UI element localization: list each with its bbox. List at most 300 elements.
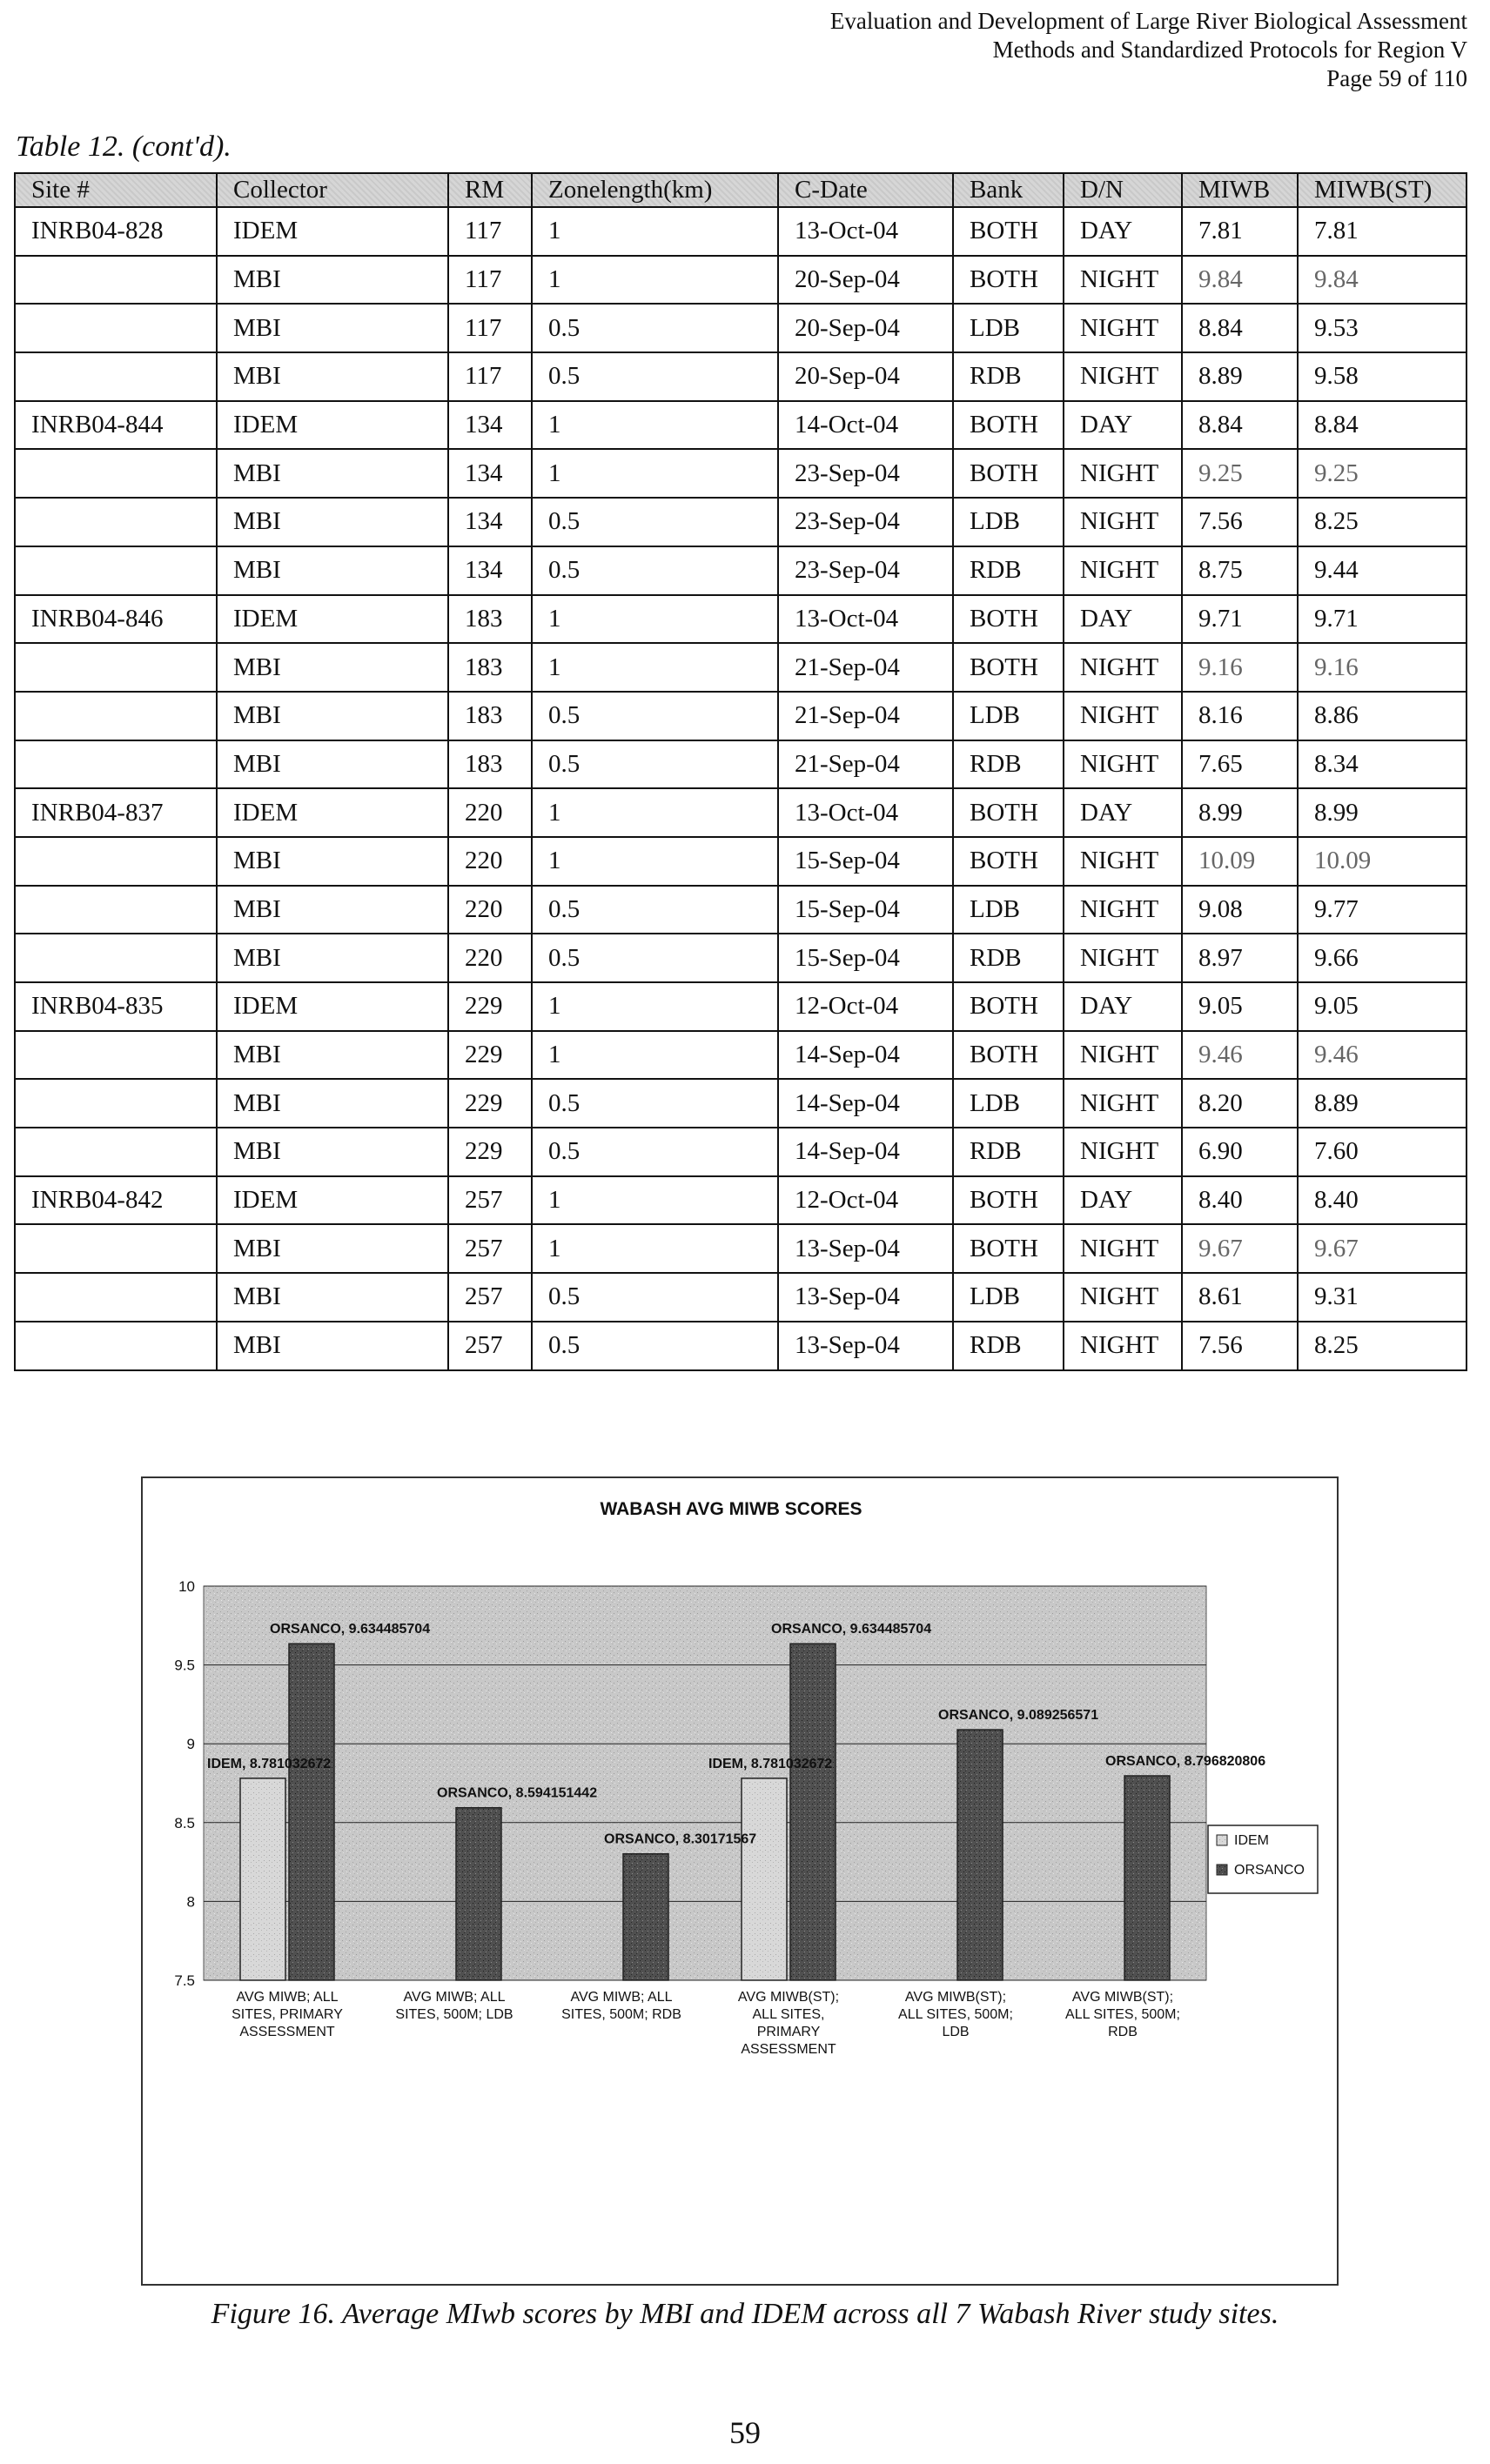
chart-figure	[141, 1476, 1339, 2286]
x-tick-label	[561, 1990, 681, 2022]
cell-bank: BOTH	[953, 982, 1064, 1031]
table-row	[15, 837, 1467, 886]
cell-miwb: 8.20	[1182, 1079, 1298, 1128]
cell-miwb-st: 9.31	[1298, 1273, 1467, 1322]
cell-collector: MBI	[217, 837, 448, 886]
legend-label-idem: IDEM	[1234, 1833, 1269, 1848]
cell-rm: 220	[448, 837, 532, 886]
cell-bank: RDB	[953, 546, 1064, 595]
cell-site	[15, 1128, 217, 1176]
plot-area	[204, 1586, 1206, 1980]
cell-dn: NIGHT	[1064, 1128, 1182, 1176]
cell-miwb-st: 9.77	[1298, 886, 1467, 934]
cell-zonelength: 0.5	[532, 886, 778, 934]
cell-date: 14-Sep-04	[778, 1079, 953, 1128]
cell-miwb: 8.89	[1182, 352, 1298, 401]
data-label: ORSANCO, 8.594151442	[437, 1785, 598, 1801]
cell-bank: BOTH	[953, 207, 1064, 256]
table-row	[15, 304, 1467, 352]
cell-date: 21-Sep-04	[778, 643, 953, 692]
cell-rm: 229	[448, 982, 532, 1031]
cell-zonelength: 0.5	[532, 692, 778, 740]
cell-zonelength: 1	[532, 449, 778, 498]
cell-bank: BOTH	[953, 643, 1064, 692]
cell-miwb: 10.09	[1182, 837, 1298, 886]
cell-zonelength: 1	[532, 595, 778, 644]
table-row	[15, 352, 1467, 401]
cell-zonelength: 0.5	[532, 934, 778, 982]
cell-miwb: 7.81	[1182, 207, 1298, 256]
x-tick-label-line: AVG MIWB(ST);	[737, 1990, 840, 2005]
x-tick-label	[738, 1990, 839, 2057]
x-tick-label-line: ALL SITES, 500M;	[1065, 2007, 1180, 2022]
cell-collector: MBI	[217, 449, 448, 498]
cell-miwb: 9.71	[1182, 595, 1298, 644]
cell-miwb: 9.25	[1182, 449, 1298, 498]
cell-site	[15, 692, 217, 740]
cell-zonelength: 0.5	[532, 1128, 778, 1176]
cell-date: 20-Sep-04	[778, 304, 953, 352]
cell-miwb: 7.56	[1182, 498, 1298, 546]
cell-bank: LDB	[953, 1273, 1064, 1322]
table-row	[15, 740, 1467, 789]
y-tick-label: 9	[186, 1736, 195, 1753]
cell-collector: IDEM	[217, 207, 448, 256]
cell-collector: IDEM	[217, 401, 448, 450]
cell-date: 13-Sep-04	[778, 1322, 953, 1370]
data-label: IDEM, 8.781032672	[207, 1756, 332, 1771]
cell-zonelength: 1	[532, 788, 778, 837]
table-header-row	[15, 173, 1467, 207]
cell-rm: 257	[448, 1176, 532, 1225]
cell-date: 23-Sep-04	[778, 498, 953, 546]
cell-zonelength: 0.5	[532, 498, 778, 546]
table-row	[15, 401, 1467, 450]
cell-site	[15, 1273, 217, 1322]
data-label: ORSANCO, 9.634485704	[771, 1622, 932, 1637]
cell-site	[15, 546, 217, 595]
cell-dn: NIGHT	[1064, 1273, 1182, 1322]
chart-title: WABASH AVG MIWB SCORES	[600, 1499, 862, 1519]
cell-date: 20-Sep-04	[778, 256, 953, 305]
x-tick-label-line: PRIMARY	[756, 2025, 821, 2039]
column-header-dn: D/N	[1064, 173, 1182, 207]
cell-collector: IDEM	[217, 982, 448, 1031]
cell-miwb-st: 10.09	[1298, 837, 1467, 886]
cell-miwb-st: 8.34	[1298, 740, 1467, 789]
cell-miwb: 8.61	[1182, 1273, 1298, 1322]
column-header-miwb: MIWB	[1182, 173, 1298, 207]
cell-site	[15, 1079, 217, 1128]
cell-site: INRB04-842	[15, 1176, 217, 1225]
cell-site: INRB04-828	[15, 207, 217, 256]
cell-site	[15, 1224, 217, 1273]
cell-dn: NIGHT	[1064, 256, 1182, 305]
cell-zonelength: 0.5	[532, 352, 778, 401]
cell-site	[15, 740, 217, 789]
y-tick-label: 8.5	[174, 1814, 195, 1831]
cell-bank: BOTH	[953, 788, 1064, 837]
cell-miwb-st: 9.71	[1298, 595, 1467, 644]
cell-rm: 220	[448, 934, 532, 982]
table-row	[15, 1322, 1467, 1370]
cell-bank: RDB	[953, 1128, 1064, 1176]
cell-date: 21-Sep-04	[778, 740, 953, 789]
cell-rm: 117	[448, 256, 532, 305]
x-tick-label-line: SITES, 500M; LDB	[395, 2007, 513, 2022]
cell-date: 13-Sep-04	[778, 1273, 953, 1322]
cell-zonelength: 1	[532, 256, 778, 305]
cell-date: 15-Sep-04	[778, 837, 953, 886]
bar-orsanco	[456, 1808, 501, 1980]
cell-miwb: 9.46	[1182, 1031, 1298, 1080]
cell-dn: NIGHT	[1064, 740, 1182, 789]
cell-date: 14-Sep-04	[778, 1128, 953, 1176]
cell-site: INRB04-835	[15, 982, 217, 1031]
cell-dn: NIGHT	[1064, 352, 1182, 401]
cell-collector: MBI	[217, 1273, 448, 1322]
x-tick-label-line: AVG MIWB; ALL	[403, 1990, 506, 2005]
bar-orsanco	[957, 1730, 1003, 1980]
x-tick-label-line: SITES, 500M; RDB	[561, 2007, 681, 2022]
cell-miwb-st: 9.16	[1298, 643, 1467, 692]
cell-date: 14-Oct-04	[778, 401, 953, 450]
cell-zonelength: 0.5	[532, 1273, 778, 1322]
figure-caption: Figure 16. Average MIwb scores by MBI and IDEM across all 7 Wabash River study sites.	[211, 2298, 1279, 2330]
cell-rm: 134	[448, 401, 532, 450]
cell-miwb: 8.84	[1182, 304, 1298, 352]
bar-idem	[240, 1778, 285, 1980]
table-row	[15, 886, 1467, 934]
cell-rm: 134	[448, 449, 532, 498]
bar-orsanco	[623, 1854, 668, 1980]
cell-date: 13-Oct-04	[778, 595, 953, 644]
table-row	[15, 1079, 1467, 1128]
y-tick-label: 10	[178, 1578, 195, 1595]
cell-collector: MBI	[217, 1031, 448, 1080]
cell-miwb-st: 8.40	[1298, 1176, 1467, 1225]
cell-dn: NIGHT	[1064, 498, 1182, 546]
cell-date: 23-Sep-04	[778, 546, 953, 595]
column-header-rm: RM	[448, 173, 532, 207]
cell-collector: MBI	[217, 304, 448, 352]
cell-bank: BOTH	[953, 837, 1064, 886]
cell-zonelength: 0.5	[532, 1079, 778, 1128]
cell-rm: 229	[448, 1079, 532, 1128]
cell-rm: 257	[448, 1322, 532, 1370]
cell-miwb-st: 8.25	[1298, 1322, 1467, 1370]
cell-site	[15, 256, 217, 305]
cell-date: 15-Sep-04	[778, 934, 953, 982]
cell-dn: NIGHT	[1064, 1031, 1182, 1080]
cell-rm: 183	[448, 643, 532, 692]
column-header-zonelength: Zonelength(km)	[532, 173, 778, 207]
cell-miwb-st: 9.58	[1298, 352, 1467, 401]
cell-miwb: 7.65	[1182, 740, 1298, 789]
table-row	[15, 788, 1467, 837]
cell-miwb: 9.84	[1182, 256, 1298, 305]
cell-miwb-st: 9.46	[1298, 1031, 1467, 1080]
cell-date: 12-Oct-04	[778, 1176, 953, 1225]
cell-zonelength: 1	[532, 837, 778, 886]
cell-dn: NIGHT	[1064, 886, 1182, 934]
cell-bank: RDB	[953, 740, 1064, 789]
cell-site	[15, 1031, 217, 1080]
cell-bank: LDB	[953, 498, 1064, 546]
x-tick-label-line: RDB	[1108, 2025, 1138, 2039]
cell-dn: NIGHT	[1064, 1322, 1182, 1370]
cell-dn: NIGHT	[1064, 837, 1182, 886]
header-line-2: Methods and Standardized Protocols for Region V	[992, 37, 1467, 63]
table-row	[15, 595, 1467, 644]
cell-rm: 134	[448, 546, 532, 595]
cell-site: INRB04-837	[15, 788, 217, 837]
cell-dn: DAY	[1064, 788, 1182, 837]
column-header-site: Site #	[15, 173, 217, 207]
cell-dn: NIGHT	[1064, 304, 1182, 352]
table-row	[15, 449, 1467, 498]
cell-site: INRB04-846	[15, 595, 217, 644]
bar-orsanco	[790, 1644, 836, 1980]
cell-bank: LDB	[953, 304, 1064, 352]
y-tick-label: 8	[186, 1893, 195, 1911]
cell-zonelength: 1	[532, 401, 778, 450]
cell-site	[15, 352, 217, 401]
cell-miwb: 8.75	[1182, 546, 1298, 595]
cell-rm: 183	[448, 692, 532, 740]
cell-zonelength: 1	[532, 1176, 778, 1225]
data-label: ORSANCO, 8.796820806	[1105, 1754, 1266, 1770]
cell-date: 23-Sep-04	[778, 449, 953, 498]
cell-bank: BOTH	[953, 595, 1064, 644]
cell-miwb-st: 9.84	[1298, 256, 1467, 305]
cell-rm: 229	[448, 1128, 532, 1176]
cell-collector: MBI	[217, 546, 448, 595]
cell-miwb: 9.67	[1182, 1224, 1298, 1273]
cell-rm: 183	[448, 595, 532, 644]
x-tick-label	[898, 1990, 1013, 2039]
cell-miwb: 8.40	[1182, 1176, 1298, 1225]
header-line-3: Page 59 of 110	[1326, 65, 1467, 91]
cell-dn: NIGHT	[1064, 449, 1182, 498]
cell-dn: DAY	[1064, 595, 1182, 644]
table-row	[15, 256, 1467, 305]
cell-miwb-st: 7.81	[1298, 207, 1467, 256]
cell-rm: 134	[448, 498, 532, 546]
cell-site	[15, 886, 217, 934]
x-axis-ticks	[232, 1990, 1180, 2057]
cell-dn: DAY	[1064, 982, 1182, 1031]
cell-rm: 257	[448, 1224, 532, 1273]
cell-date: 12-Oct-04	[778, 982, 953, 1031]
cell-dn: DAY	[1064, 401, 1182, 450]
cell-rm: 183	[448, 740, 532, 789]
cell-site	[15, 498, 217, 546]
running-header	[830, 7, 1467, 93]
cell-miwb: 8.84	[1182, 401, 1298, 450]
cell-collector: MBI	[217, 643, 448, 692]
cell-zonelength: 1	[532, 643, 778, 692]
table-row	[15, 207, 1467, 256]
cell-rm: 257	[448, 1273, 532, 1322]
cell-miwb: 8.99	[1182, 788, 1298, 837]
cell-date: 21-Sep-04	[778, 692, 953, 740]
cell-site: INRB04-844	[15, 401, 217, 450]
cell-miwb-st: 8.99	[1298, 788, 1467, 837]
y-tick-label: 7.5	[174, 1972, 195, 1989]
cell-site	[15, 934, 217, 982]
data-table	[14, 172, 1467, 1371]
x-tick-label-line: LDB	[942, 2025, 970, 2039]
x-tick-label-line: ALL SITES, 500M;	[898, 2007, 1013, 2022]
x-tick-label-line: ASSESSMENT	[741, 2042, 836, 2057]
cell-bank: LDB	[953, 886, 1064, 934]
page-number: 59	[729, 2415, 761, 2450]
cell-miwb-st: 9.53	[1298, 304, 1467, 352]
cell-collector: MBI	[217, 1322, 448, 1370]
cell-zonelength: 0.5	[532, 304, 778, 352]
header-line-1: Evaluation and Development of Large River Biological Assessment	[829, 8, 1467, 34]
cell-miwb-st: 9.05	[1298, 982, 1467, 1031]
x-tick-label-line: AVG MIWB(ST);	[1071, 1990, 1174, 2005]
cell-dn: NIGHT	[1064, 643, 1182, 692]
cell-miwb-st: 8.84	[1298, 401, 1467, 450]
cell-collector: MBI	[217, 1224, 448, 1273]
cell-collector: MBI	[217, 886, 448, 934]
cell-rm: 229	[448, 1031, 532, 1080]
cell-miwb-st: 8.89	[1298, 1079, 1467, 1128]
cell-bank: RDB	[953, 1322, 1064, 1370]
x-tick-label-line: ALL SITES,	[752, 2007, 825, 2022]
x-tick-label	[232, 1990, 343, 2039]
cell-date: 20-Sep-04	[778, 352, 953, 401]
cell-bank: BOTH	[953, 449, 1064, 498]
cell-bank: LDB	[953, 692, 1064, 740]
cell-site	[15, 1322, 217, 1370]
cell-collector: MBI	[217, 934, 448, 982]
cell-site	[15, 643, 217, 692]
bar-orsanco	[289, 1644, 334, 1980]
cell-collector: MBI	[217, 352, 448, 401]
table-row	[15, 1224, 1467, 1273]
bar-chart	[143, 1478, 1337, 2284]
bar-idem	[742, 1778, 787, 1980]
cell-date: 13-Sep-04	[778, 1224, 953, 1273]
cell-site	[15, 304, 217, 352]
legend-swatch-orsanco	[1217, 1865, 1227, 1875]
cell-bank: BOTH	[953, 1224, 1064, 1273]
cell-miwb: 9.16	[1182, 643, 1298, 692]
cell-collector: IDEM	[217, 788, 448, 837]
cell-site	[15, 449, 217, 498]
cell-bank: RDB	[953, 352, 1064, 401]
cell-bank: BOTH	[953, 1031, 1064, 1080]
cell-miwb-st: 8.25	[1298, 498, 1467, 546]
bar-orsanco	[1124, 1776, 1170, 1980]
cell-rm: 220	[448, 788, 532, 837]
cell-zonelength: 0.5	[532, 1322, 778, 1370]
cell-collector: MBI	[217, 256, 448, 305]
table-row	[15, 498, 1467, 546]
x-tick-label-line: SITES, PRIMARY	[232, 2007, 343, 2022]
cell-date: 14-Sep-04	[778, 1031, 953, 1080]
table-row	[15, 692, 1467, 740]
cell-bank: RDB	[953, 934, 1064, 982]
cell-dn: NIGHT	[1064, 1079, 1182, 1128]
cell-zonelength: 1	[532, 207, 778, 256]
cell-bank: BOTH	[953, 256, 1064, 305]
x-tick-label-line: AVG MIWB(ST);	[904, 1990, 1007, 2005]
table-row	[15, 1128, 1467, 1176]
data-label: ORSANCO, 9.089256571	[938, 1708, 1099, 1724]
cell-miwb-st: 9.44	[1298, 546, 1467, 595]
cell-site	[15, 837, 217, 886]
cell-zonelength: 0.5	[532, 546, 778, 595]
y-axis-ticks	[174, 1578, 195, 1989]
cell-miwb: 6.90	[1182, 1128, 1298, 1176]
table-row	[15, 1273, 1467, 1322]
table-row	[15, 982, 1467, 1031]
cell-rm: 220	[448, 886, 532, 934]
x-tick-label	[395, 1990, 513, 2022]
cell-zonelength: 0.5	[532, 740, 778, 789]
cell-collector: MBI	[217, 1128, 448, 1176]
cell-miwb-st: 9.66	[1298, 934, 1467, 982]
column-header-date: C-Date	[778, 173, 953, 207]
x-tick-label-line: AVG MIWB; ALL	[570, 1990, 673, 2005]
table-row	[15, 1176, 1467, 1225]
cell-zonelength: 1	[532, 1224, 778, 1273]
cell-date: 13-Oct-04	[778, 207, 953, 256]
cell-bank: BOTH	[953, 1176, 1064, 1225]
x-tick-label	[1065, 1990, 1180, 2039]
cell-miwb-st: 8.86	[1298, 692, 1467, 740]
column-header-collector: Collector	[217, 173, 448, 207]
table-row	[15, 1031, 1467, 1080]
cell-dn: NIGHT	[1064, 934, 1182, 982]
data-label: IDEM, 8.781032672	[708, 1756, 833, 1771]
table-row	[15, 934, 1467, 982]
cell-bank: LDB	[953, 1079, 1064, 1128]
cell-dn: NIGHT	[1064, 546, 1182, 595]
cell-miwb: 8.16	[1182, 692, 1298, 740]
cell-rm: 117	[448, 207, 532, 256]
cell-date: 15-Sep-04	[778, 886, 953, 934]
table-row	[15, 546, 1467, 595]
cell-rm: 117	[448, 352, 532, 401]
cell-miwb-st: 9.67	[1298, 1224, 1467, 1273]
cell-miwb: 9.05	[1182, 982, 1298, 1031]
table-row	[15, 643, 1467, 692]
cell-collector: MBI	[217, 1079, 448, 1128]
data-label: ORSANCO, 8.30171567	[604, 1831, 757, 1847]
y-tick-label: 9.5	[174, 1657, 195, 1674]
cell-miwb: 8.97	[1182, 934, 1298, 982]
legend-swatch-idem	[1217, 1835, 1227, 1845]
cell-collector: IDEM	[217, 595, 448, 644]
cell-zonelength: 1	[532, 982, 778, 1031]
cell-bank: BOTH	[953, 401, 1064, 450]
cell-collector: IDEM	[217, 1176, 448, 1225]
cell-dn: DAY	[1064, 207, 1182, 256]
x-tick-label-line: ASSESSMENT	[239, 2025, 335, 2039]
cell-miwb-st: 7.60	[1298, 1128, 1467, 1176]
cell-rm: 117	[448, 304, 532, 352]
legend-label-orsanco: ORSANCO	[1234, 1863, 1305, 1878]
cell-dn: DAY	[1064, 1176, 1182, 1225]
cell-dn: NIGHT	[1064, 1224, 1182, 1273]
cell-collector: MBI	[217, 692, 448, 740]
